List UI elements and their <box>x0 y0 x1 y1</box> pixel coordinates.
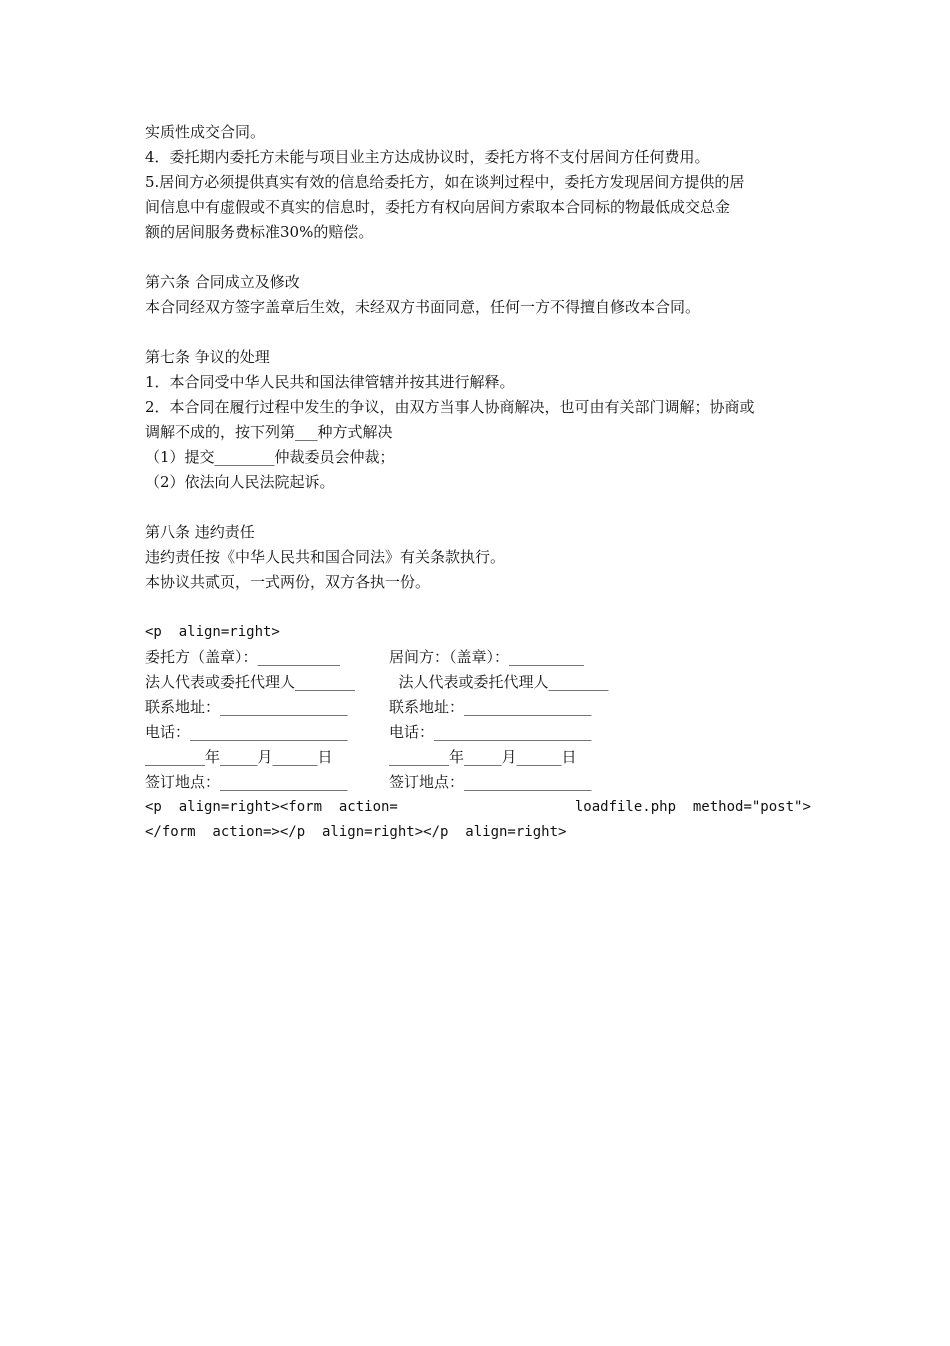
signature-row-phone <box>145 720 825 745</box>
signature-right: 联系地址：_________________ <box>389 698 592 716</box>
signature-block <box>145 645 825 795</box>
clause-7-option-2: （2）依法向人民法院起诉。 <box>145 473 335 491</box>
signature-row-representative <box>145 670 825 695</box>
clause-6-title: 第六条 合同成立及修改 <box>145 273 300 291</box>
clause-5-item-5-end: 额的居间服务费标准30%的赔偿。 <box>145 223 374 241</box>
signature-left: 法人代表或委托代理人________ <box>145 673 356 691</box>
clause-8-line: 本协议共贰页，一式两份，双方各执一份。 <box>145 573 431 591</box>
clause-5-item-4: 4．委托期内委托方未能与项目业主方达成协议时，委托方将不支付居间方任何费用。 <box>145 148 710 166</box>
signature-left: 电话：_____________________ <box>145 723 348 741</box>
signature-right: 电话：_____________________ <box>389 723 592 741</box>
clause-6-body: 本合同经双方签字盖章后生效，未经双方书面同意，任何一方不得擅自修改本合同。 <box>145 298 701 316</box>
clause-7-option-1: （1）提交________仲裁委员会仲裁； <box>145 448 395 466</box>
clause-8-title: 第八条 违约责任 <box>145 523 255 541</box>
clause-7-line: 2．本合同在履行过程中发生的争议，由双方当事人协商解决，也可由有关部门调解；协商或 <box>145 398 755 416</box>
signature-left: ________年_____月______日 <box>145 748 333 766</box>
contract-page <box>145 120 825 845</box>
clause-7-line: 1．本合同受中华人民共和国法律管辖并按其进行解释。 <box>145 373 515 391</box>
clause-5-item-5: 5.居间方必须提供真实有效的信息给委托方，如在谈判过程中，委托方发现居间方提供的居 <box>145 173 745 191</box>
signature-row-place <box>145 770 825 795</box>
clause-7-title: 第七条 争议的处理 <box>145 348 270 366</box>
signature-left: 委托方（盖章）：___________ <box>145 648 341 666</box>
spacer <box>145 595 825 620</box>
signature-row-date <box>145 745 825 770</box>
signature-right: ________年_____月______日 <box>389 748 577 766</box>
html-artifact-bottom: <p align=right><form action= loadfile.php method="post"> <box>145 799 811 815</box>
clause-7 <box>145 345 825 495</box>
html-artifact-top: <p align=right> <box>145 624 280 640</box>
signature-right: 法人代表或委托代理人________ <box>389 673 609 691</box>
signature-row-seal <box>145 645 825 670</box>
signature-row-address <box>145 695 825 720</box>
clause-5-line: 实质性成交合同。 <box>145 123 266 141</box>
spacer <box>145 320 825 345</box>
signature-right: 签订地点：_________________ <box>389 773 592 791</box>
spacer <box>145 495 825 520</box>
html-artifact-bottom: </form action=></p align=right></p align=right> <box>145 824 567 840</box>
clause-7-line: 调解不成的，按下列第___种方式解决 <box>145 423 393 441</box>
spacer <box>145 245 825 270</box>
signature-left: 签订地点：_________________ <box>145 773 348 791</box>
clause-6 <box>145 270 825 320</box>
signature-left: 联系地址：_________________ <box>145 698 348 716</box>
clause-5-continued <box>145 120 825 245</box>
clause-5-item-5-cont: 间信息中有虚假或不真实的信息时，委托方有权向居间方索取本合同标的物最低成交总金 <box>145 198 731 216</box>
signature-right: 居间方：（盖章）：__________ <box>389 648 585 666</box>
clause-8-line: 违约责任按《中华人民共和国合同法》有关条款执行。 <box>145 548 506 566</box>
clause-8 <box>145 520 825 595</box>
